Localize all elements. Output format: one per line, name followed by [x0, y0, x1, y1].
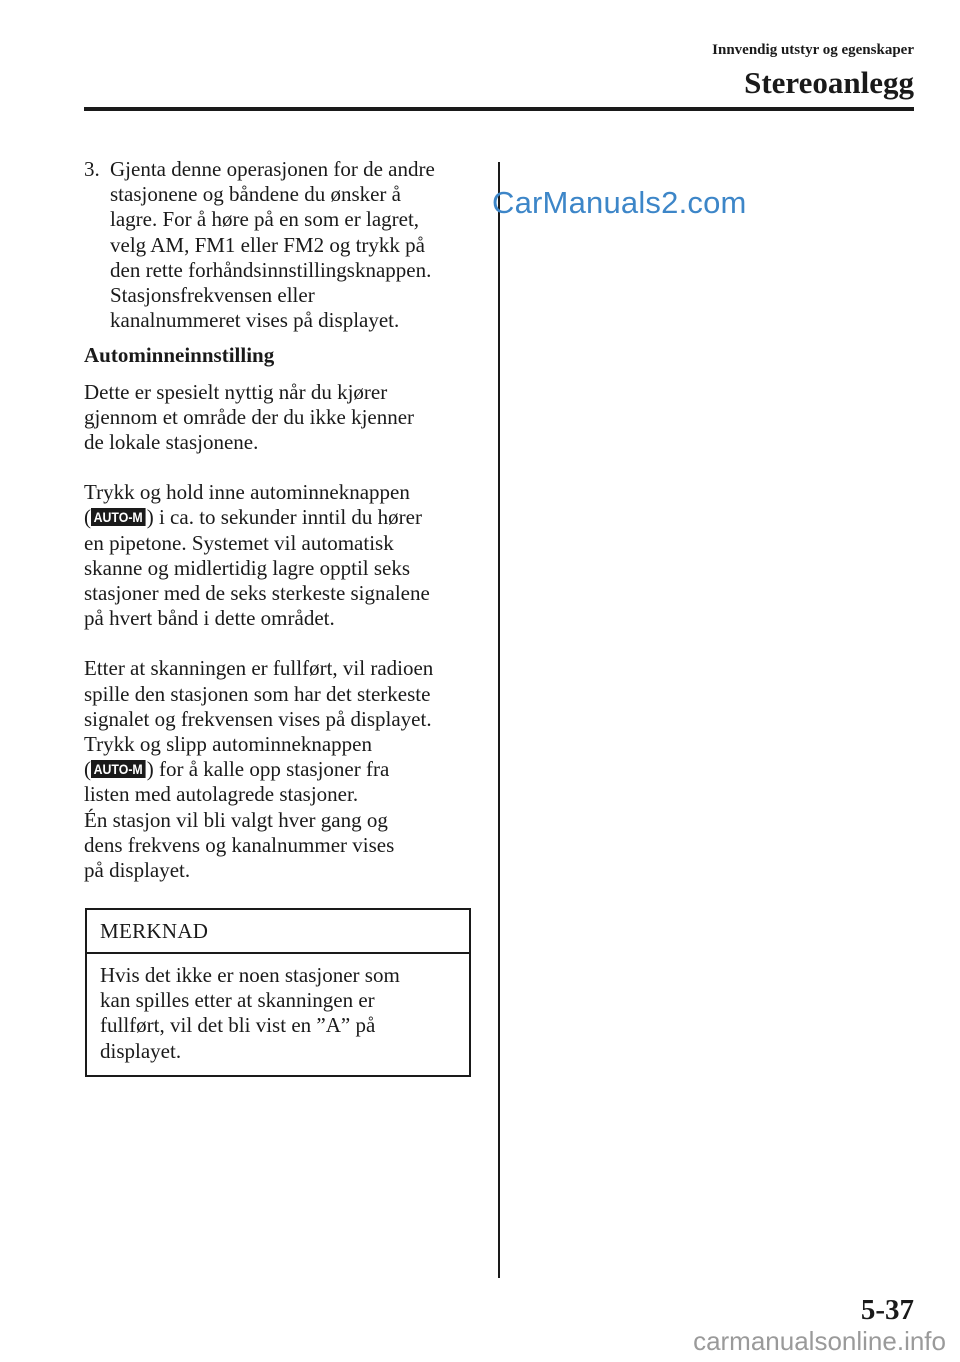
paren-open: ( — [84, 505, 91, 530]
section-title: Innvendig utstyr og egenskaper — [712, 42, 914, 58]
text-line: Dette er spesielt nyttig når du kjører — [84, 379, 388, 404]
text-line: Trykk og slipp autominneknappen — [84, 732, 372, 757]
column-divider — [498, 162, 500, 1278]
text-line: listen med autolagrede stasjoner. — [84, 782, 359, 807]
header-rule — [84, 107, 914, 111]
text-line: spille den stasjonen som har det sterkeste — [84, 681, 431, 706]
text-line: de lokale stasjonene. — [84, 430, 259, 455]
note-line: kan spilles etter at skanningen er — [100, 988, 375, 1013]
scan-paragraph — [84, 656, 469, 883]
note-title: MERKNAD — [87, 910, 469, 954]
hold-paragraph — [84, 480, 469, 631]
step-line: velg AM, FM1 eller FM2 og trykk på — [110, 232, 425, 257]
note-line: displayet. — [100, 1038, 182, 1063]
note-body — [87, 954, 469, 1075]
text-line-with-badge — [84, 757, 469, 782]
step-line: kanalnummeret vises på displayet. — [110, 308, 400, 333]
text-line: skanne og midlertidig lagre opptil seks — [84, 555, 411, 580]
text-line-with-badge — [84, 505, 469, 530]
auto-m-button-icon: AUTO-M — [91, 760, 145, 778]
page-number: 5-37 — [860, 1294, 914, 1326]
text-line: en pipetone. Systemet vil automatisk — [84, 530, 394, 555]
text-line: stasjoner med de seks sterkeste signalene — [84, 581, 430, 606]
text-line: på displayet. — [84, 858, 191, 883]
note-box — [85, 908, 471, 1077]
note-line: Hvis det ikke er noen stasjoner som — [100, 963, 400, 987]
page-header — [712, 40, 914, 103]
text-line: Én stasjon vil bli valgt hver gang og — [84, 807, 388, 832]
text-line: på hvert bånd i dette området. — [84, 606, 335, 631]
note-line: fullført, vil det bli vist en ”A” på — [100, 1013, 376, 1038]
subheading-autominne: Autominneinnstilling — [84, 343, 275, 368]
text-after-badge: ) for å kalle opp stasjoner fra — [146, 757, 390, 782]
auto-m-button-icon: AUTO-M — [91, 508, 145, 526]
text-line: dens frekvens og kanalnummer vises — [84, 832, 395, 857]
chapter-title: Stereoanlegg — [744, 65, 914, 100]
watermark-carmanuals2: CarManuals2.com — [492, 185, 747, 220]
paren-open: ( — [84, 757, 91, 782]
watermark-carmanualsonline: carmanualsonline.info — [693, 1326, 946, 1356]
text-line: gjennom et område der du ikke kjenner — [84, 404, 415, 429]
intro-paragraph — [84, 380, 469, 456]
step-line: Gjenta denne operasjonen for de andre — [110, 157, 435, 181]
text-after-badge: ) i ca. to sekunder inntil du hører — [146, 505, 422, 530]
step-line: lagre. For å høre på en som er lagret, — [110, 207, 420, 232]
step-line: stasjonene og båndene du ønsker å — [110, 182, 401, 207]
left-column — [84, 157, 469, 883]
step-line: den rette forhåndsinnstillingsknappen. — [110, 257, 432, 282]
text-line: signalet og frekvensen vises på displayet. — [84, 706, 432, 731]
step-number: 3. — [84, 157, 100, 181]
text-line: Etter at skanningen er fullført, vil radioen — [84, 656, 434, 681]
text-line: Trykk og hold inne autominneknappen — [84, 480, 410, 505]
step-3 — [84, 157, 469, 333]
step-line: Stasjonsfrekvensen eller — [110, 283, 315, 308]
step-text — [110, 157, 469, 333]
